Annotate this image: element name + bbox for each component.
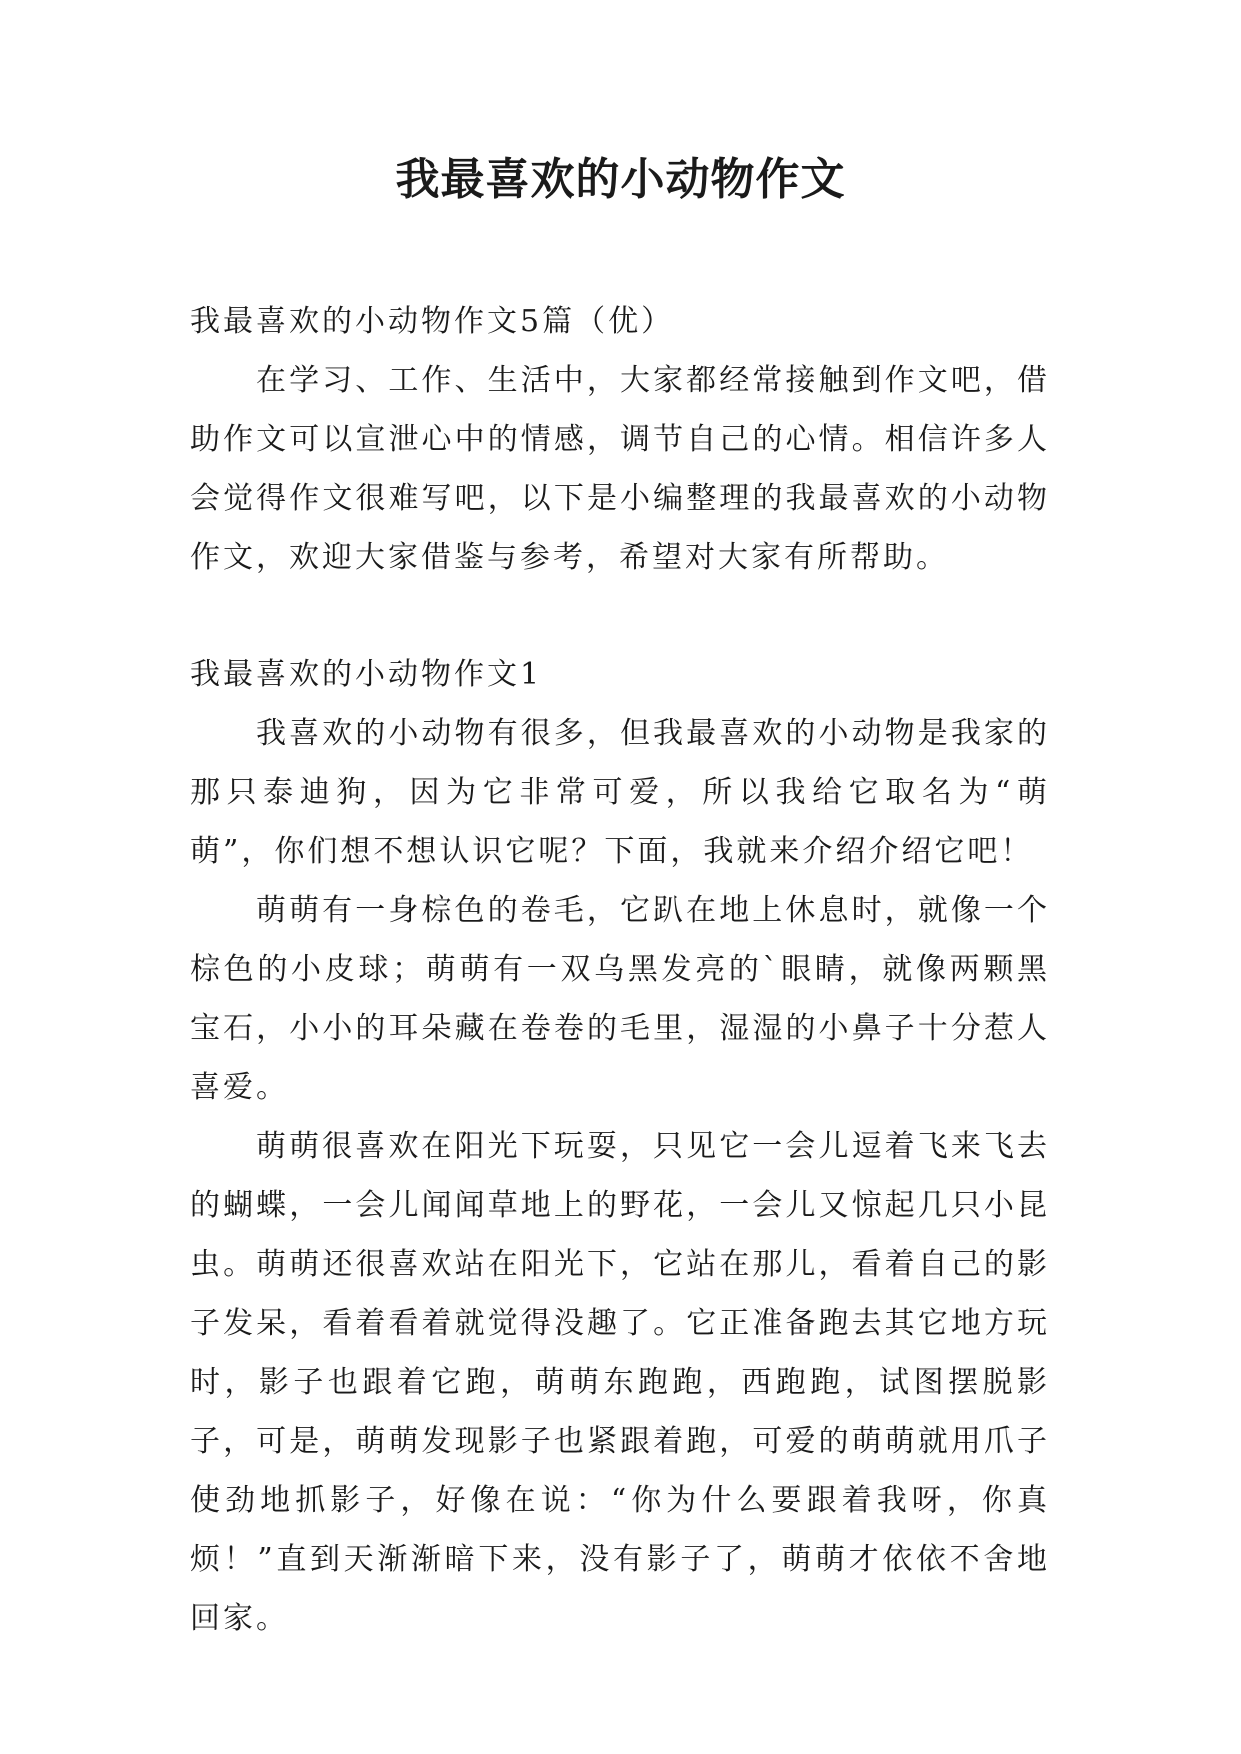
body-paragraph: 萌萌很喜欢在阳光下玩耍，只见它一会儿逗着飞来飞去的蝴蝶，一会儿闻闻草地上的野花，一会儿又惊起几只小昆虫。萌萌还很喜欢站在阳光下，它站在那儿，看着自己的影子发呆，看着看着就觉得没趣了。它正准备跑去其它地方玩时，影子也跟着它跑，萌萌东跑跑，西跑跑，试图摆脱影子，可是，萌萌发现影子也紧跟着跑，可爱的萌萌就用爪子使劲地抓影子，好像在说：“你为什么要跟着我呀，你真烦！”直到天渐渐暗下来，没有影子了，萌萌才依依不舍地回家。 xyxy=(190,1129,1050,1636)
section-spacer xyxy=(190,587,1050,645)
body-paragraph: 萌萌有一身棕色的卷毛，它趴在地上休息时，就像一个棕色的小皮球；萌萌有一双乌黑发亮的`眼睛，就像两颗黑宝石，小小的耳朵藏在卷卷的毛里，湿湿的小鼻子十分惹人喜爱。 xyxy=(190,893,1050,1105)
page-title: 我最喜欢的小动物作文 xyxy=(395,154,846,205)
document-subtitle: 我最喜欢的小动物作文5篇（优） xyxy=(190,304,675,339)
body-paragraph: 我喜欢的小动物有很多，但我最喜欢的小动物是我家的那只泰迪狗，因为它非常可爱，所以我给它取名为“萌萌”，你们想不想认识它呢？下面，我就来介绍介绍它吧！ xyxy=(190,716,1050,869)
section-heading: 我最喜欢的小动物作文1 xyxy=(190,657,543,692)
intro-paragraph: 在学习、工作、生活中，大家都经常接触到作文吧，借助作文可以宣泄心中的情感，调节自己的心情。相信许多人会觉得作文很难写吧，以下是小编整理的我最喜欢的小动物作文，欢迎大家借鉴与参考，希望对大家有所帮助。 xyxy=(190,363,1050,575)
document-body xyxy=(190,292,1050,1648)
